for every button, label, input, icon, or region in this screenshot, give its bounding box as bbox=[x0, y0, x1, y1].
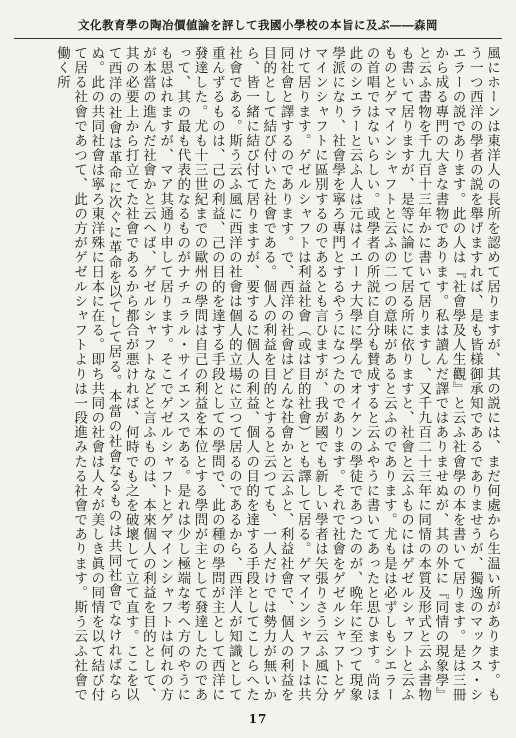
page-header bbox=[14, 12, 502, 39]
page-number: 17 bbox=[248, 712, 268, 726]
body-paragraph: 風にホーンは東洋人の長所を認めて居りますが、其の説には、まだ何處から生温い所があります。もう一つ西洋の學者の説を舉げますれば、是も皆様御承知であるでありませうが、獨逸のマックス・シエラーの説であります。此の人は『社會學及人生觀』と云ふ社會學の本を書いて居ります。是は三冊から成る專門の大きな書物であります。私は讀んだ譯ではありませぬが、其の外に『同情の現象學』と云ふ書物を千九百十三年かに書いて居りますし、又千九百二十三年に同情の本質及形式と云ふ書物も書いて居りますが、是等に論じて居る所に依りますと、社會と云ふものにはゲゼルシャフトと云ふものとゲマインシャフトと云ふの二つの意味があると云ふのであります。尤も是は必ずしもシエラーの首唱ではないらしい。或學者の所説に自分も賛成すると云ふやうに書いてあったと思ひます。尚ほ此のシエラーと云ふ人は元はイエーナ大學に學んでオイケンの學徒であつたのが、晩年に至つて現象學派になり、社會學を寧ろ專門とするやうになつたのであります。それで社會をゲゼルシャフトとゲマインシャフトに區別するのであるとも言ひますが、我が國でも新しい學者は矢張りさう云ふ風に分けて居ります。ゲゼルシャフトは利益社會（或は目的社會）とも譯して居る。ゲマインシャフトは共同社會と譯するのであります。で、西洋の社會はどんな社會かと云ふと、利益社會で、個人の利益を目的として結び付いた社會である。個人の利益を目的とすると云つても、一人だけでは勢力が無いから、皆一緒に結び付て居りますが、要するに個人の利益、個人の目的を達する手段としてこしらへた社會である。斯う云ふ風に西洋の社會は個人的立場に立つて居るのであるから、西洋人が知識として重んずるものは、己の利益、己の目的を達する手段としての學問で、此の種の學問が主として西洋に發達した。尤も十三世紀までの歐州の學問は自己の利益を本位とする學問が主として發達したのであって、其の最も代表的なるものがナチュラル・サイエンスである。是れは少し極端な考へ方のやうにも思はれますが、マア其通り申して居ります。そこでゲゼルシャフトとゲマインシャフトは何れの方が本當の進んだ社會かと云へば、ゲゼルシャフトなどと言ふものは、本來個人の利益を目的として、其の必要上から打立てた社會であるから都合が悪ければ、何時でも之を破壞して立て直す。ここを以て西洋の社會は革命に次ぐに革命を以てして居る。本當の社會なるものは共同社會でなければならぬ。此の共同社會は寧ろ東洋殊に日本に在る。即ち共同の社會は人々が美しき眞の同情を以て結び付て居る社會であつて、此の方がゲゼルシャフトよりは一段進みたる社會であります。斯う云ふ社會で働く所 bbox=[53, 46, 500, 702]
running-header-title: 文化教育學の陶冶價値論を評して我國小學校の本旨に及ぶ――森岡 bbox=[78, 18, 438, 32]
article-body bbox=[16, 46, 500, 702]
